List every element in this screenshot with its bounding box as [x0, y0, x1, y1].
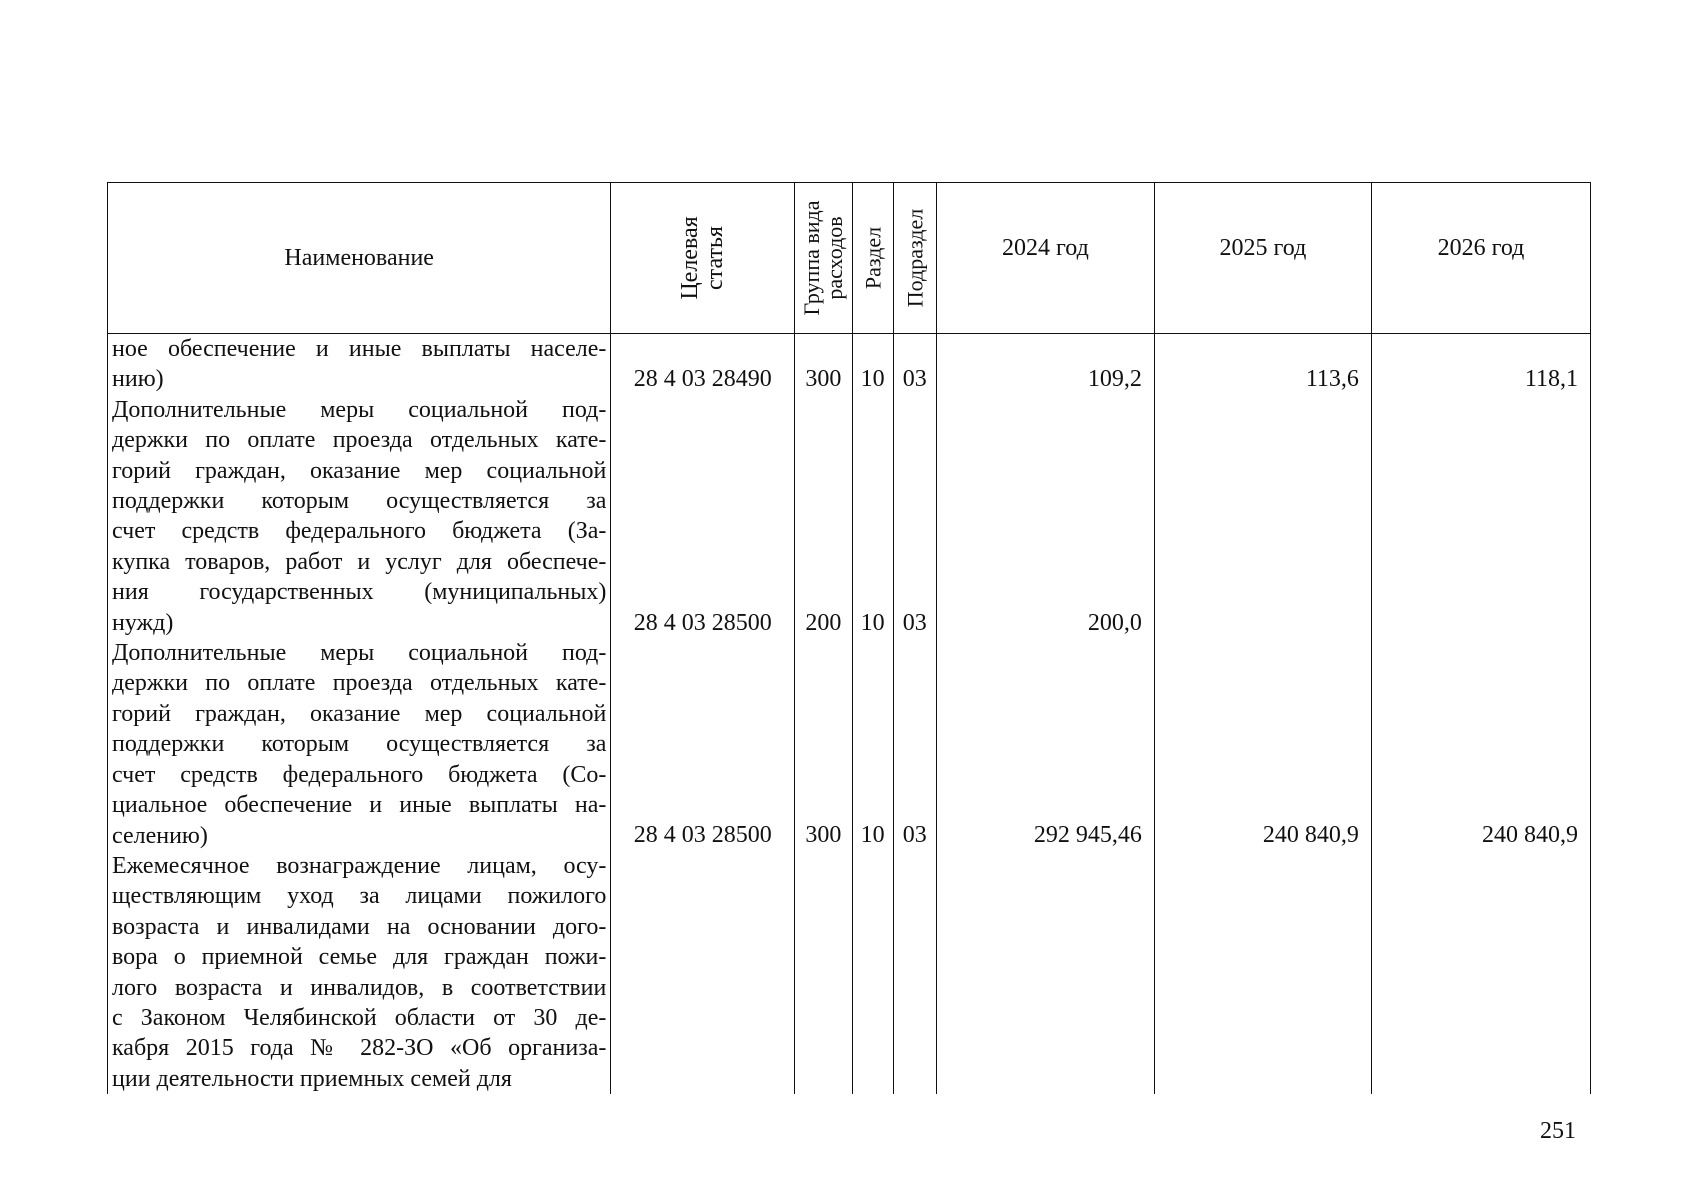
row-amount-2024-value: 292 945,46	[1033, 822, 1142, 849]
row-section	[852, 851, 893, 1094]
budget-table	[107, 182, 1591, 1094]
cell-spacer	[937, 851, 1142, 1064]
row-name-line: Дополнительные меры социальной под-	[112, 396, 607, 423]
row-target-article	[611, 851, 795, 1094]
row-subsection-value: 03	[902, 366, 927, 393]
row-section-value: 10	[860, 609, 885, 636]
table-row	[108, 851, 1591, 1094]
cell-spacer	[1155, 334, 1359, 364]
cell-spacer	[853, 395, 893, 608]
cell-spacer	[1155, 638, 1359, 820]
table-row	[108, 395, 1591, 638]
cell-spacer	[611, 395, 794, 608]
header-section	[852, 183, 893, 334]
row-name-line: кабря 2015 года № 282-ЗО «Об организа-	[112, 1035, 607, 1062]
cell-spacer	[1372, 334, 1578, 364]
row-name-line: поддержки которым осуществляется за	[112, 731, 607, 758]
header-year-2025: 2025 год	[1154, 183, 1371, 334]
cell-spacer	[853, 334, 893, 364]
row-amount-2025	[1154, 334, 1371, 395]
row-amount-2024	[936, 638, 1154, 851]
cell-spacer	[1155, 851, 1359, 1064]
row-amount-2025	[1154, 638, 1371, 851]
header-year-2024: 2024 год	[936, 183, 1154, 334]
row-name-line: вора о приемной семье для граждан пожи-	[112, 944, 607, 971]
row-section	[852, 395, 893, 638]
cell-spacer	[1155, 395, 1359, 608]
row-name-line: возраста и инвалидами на основании дого-	[112, 913, 607, 940]
cell-spacer	[894, 851, 936, 1064]
row-target-article	[611, 334, 795, 395]
row-name	[108, 851, 611, 1094]
header-expense-group	[795, 183, 852, 334]
cell-spacer	[937, 334, 1142, 364]
cell-spacer	[894, 395, 936, 608]
cell-spacer	[795, 638, 851, 820]
row-name-line: лого возраста и инвалидов, в соответствии	[112, 974, 607, 1001]
cell-spacer	[611, 638, 794, 820]
row-amount-2025-value: 113,6	[1305, 366, 1359, 393]
cell-spacer	[795, 395, 851, 608]
row-name-line: Ежемесячное вознаграждение лицам, осу-	[112, 852, 607, 879]
row-amount-2026	[1371, 851, 1590, 1094]
row-amount-2025	[1154, 395, 1371, 638]
table-header-row	[108, 183, 1591, 334]
header-target-article-line1: Целевая	[676, 216, 703, 300]
row-amount-2026	[1371, 638, 1590, 851]
cell-spacer	[1372, 638, 1578, 820]
cell-spacer	[795, 851, 851, 1064]
row-expense-group-value: 300	[805, 366, 842, 393]
row-name-line: циальное обеспечение и иные выплаты на-	[112, 792, 607, 819]
row-name-line: купка товаров, работ и услуг для обеспече-	[112, 548, 607, 575]
row-amount-2024-value: 200,0	[1087, 609, 1142, 636]
header-target-article-line2: статья	[701, 226, 728, 290]
row-name	[108, 334, 611, 395]
cell-spacer	[937, 395, 1142, 608]
table-row	[108, 334, 1591, 395]
row-amount-2025-value: 240 840,9	[1262, 822, 1359, 849]
cell-spacer	[894, 638, 936, 820]
row-section	[852, 638, 893, 851]
row-amount-2024	[936, 334, 1154, 395]
cell-spacer	[853, 638, 893, 820]
row-name-line: нию)	[112, 366, 164, 393]
row-subsection	[893, 395, 936, 638]
row-name-line: ции деятельности приемных семей для	[112, 1065, 512, 1092]
row-name-line: ния государственных (муниципальных)	[112, 579, 607, 606]
cell-spacer	[894, 334, 936, 364]
header-year-2026: 2026 год	[1371, 183, 1590, 334]
cell-spacer	[611, 851, 794, 1064]
row-amount-2024-value: 109,2	[1087, 366, 1142, 393]
cell-spacer	[795, 334, 851, 364]
header-subsection	[893, 183, 936, 334]
row-name-line: держки по оплате проезда отдельных кате-	[112, 670, 607, 697]
row-target-article	[611, 395, 795, 638]
row-amount-2026-value: 240 840,9	[1482, 822, 1578, 849]
header-expense-group-line1: Группа вида	[799, 200, 825, 316]
row-target-article-value: 28 4 03 28490	[633, 366, 772, 393]
row-name-line: поддержки которым осуществляется за	[112, 488, 607, 515]
row-amount-2026	[1371, 395, 1590, 638]
cell-spacer	[853, 851, 893, 1064]
row-subsection	[893, 638, 936, 851]
row-section-value: 10	[860, 366, 885, 393]
row-name-line: горий граждан, оказание мер социальной	[112, 700, 607, 727]
row-amount-2026-value: 118,1	[1524, 366, 1578, 393]
header-subsection-label: Подраздел	[902, 208, 928, 308]
row-section	[852, 334, 893, 395]
row-expense-group	[795, 395, 852, 638]
row-amount-2024	[936, 395, 1154, 638]
row-name-line: счет средств федерального бюджета (Со-	[112, 761, 607, 788]
cell-spacer	[1372, 851, 1578, 1064]
header-section-label: Раздел	[860, 226, 886, 290]
row-target-article	[611, 638, 795, 851]
header-name: Наименование	[108, 183, 611, 334]
row-name-line: горий граждан, оказание мер социальной	[112, 457, 607, 484]
row-name	[108, 395, 611, 638]
header-expense-group-line2: расходов	[822, 216, 848, 300]
row-target-article-value: 28 4 03 28500	[633, 822, 772, 849]
row-name-line: селению)	[112, 822, 208, 849]
row-subsection-value: 03	[902, 609, 927, 636]
header-target-article	[611, 183, 795, 334]
row-name	[108, 638, 611, 851]
row-name-line: держки по оплате проезда отдельных кате-	[112, 427, 607, 454]
row-name-line: Дополнительные меры социальной под-	[112, 640, 607, 667]
row-expense-group-value: 300	[805, 822, 842, 849]
cell-spacer	[937, 638, 1142, 820]
page-number: 251	[1540, 1118, 1576, 1144]
row-subsection	[893, 851, 936, 1094]
row-expense-group	[795, 334, 852, 395]
row-name-line: нужд)	[112, 609, 174, 636]
row-name-line: с Законом Челябинской области от 30 де-	[112, 1004, 607, 1031]
row-target-article-value: 28 4 03 28500	[633, 609, 772, 636]
row-expense-group	[795, 851, 852, 1094]
row-amount-2025	[1154, 851, 1371, 1094]
cell-spacer	[1372, 395, 1578, 608]
row-amount-2026	[1371, 334, 1590, 395]
row-name-line: ное обеспечение и иные выплаты населе-	[112, 336, 607, 362]
row-expense-group-value: 200	[805, 609, 842, 636]
cell-spacer	[611, 334, 794, 364]
row-subsection	[893, 334, 936, 395]
row-section-value: 10	[860, 822, 885, 849]
row-amount-2024	[936, 851, 1154, 1094]
row-name-line: счет средств федерального бюджета (За-	[112, 518, 607, 545]
row-name-line: ществляющим уход за лицами пожилого	[112, 883, 607, 910]
row-subsection-value: 03	[902, 822, 927, 849]
table-body	[108, 334, 1591, 1095]
row-expense-group	[795, 638, 852, 851]
table-row	[108, 638, 1591, 851]
